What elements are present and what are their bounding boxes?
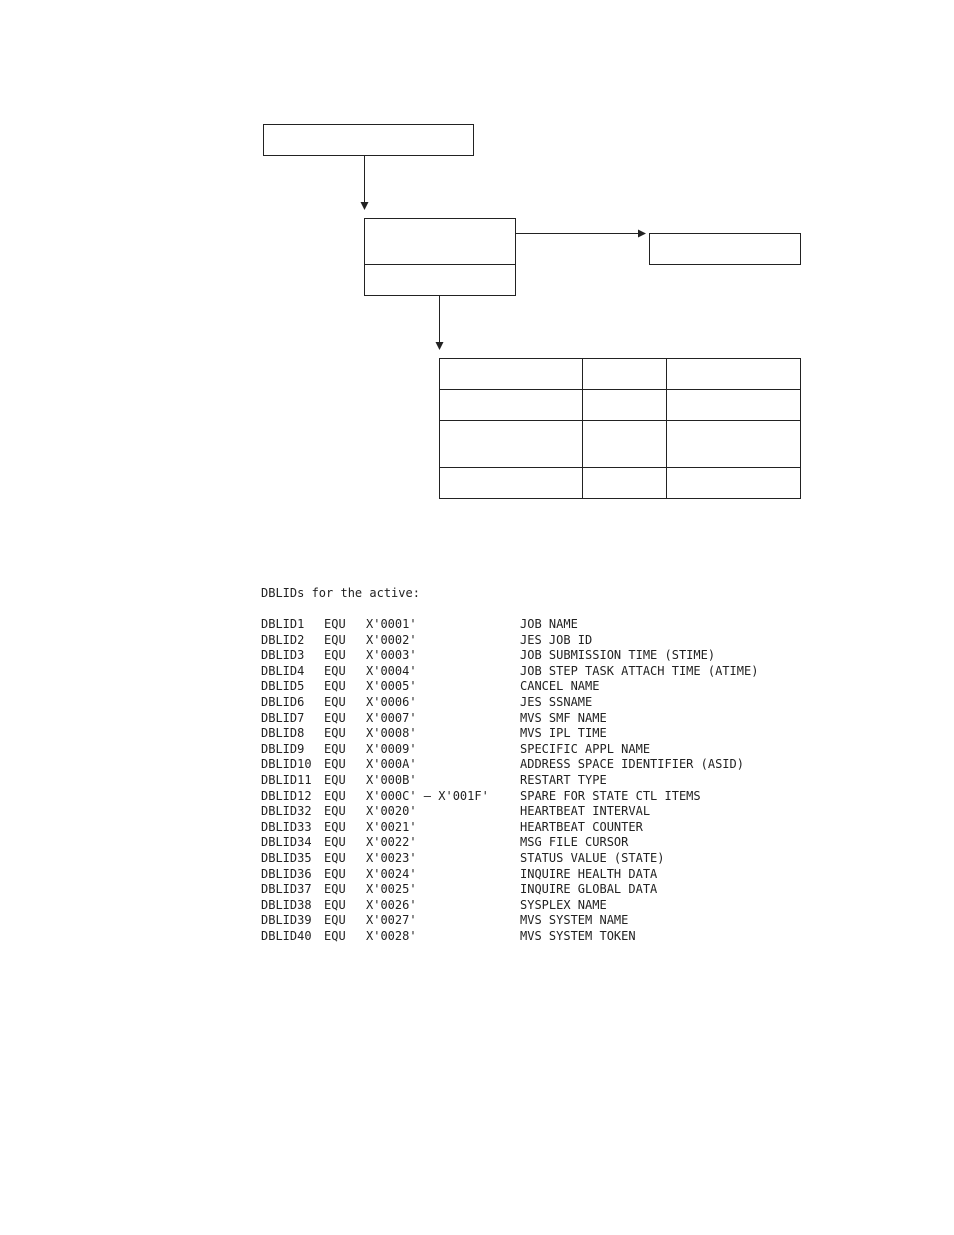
row-op: EQU bbox=[324, 648, 346, 663]
row-description: HEARTBEAT INTERVAL bbox=[520, 804, 651, 819]
row-value: X'0024' bbox=[366, 866, 417, 881]
row-id: DBLID39 bbox=[261, 913, 312, 928]
row-op: EQU bbox=[324, 710, 346, 725]
row-description: MSG FILE CURSOR bbox=[520, 835, 629, 850]
row-description: JOB STEP TASK ATTACH TIME (ATIME) bbox=[520, 663, 759, 678]
row-value: X'0001' bbox=[366, 617, 417, 631]
row-description: MVS IPL TIME bbox=[520, 726, 607, 741]
row-id: DBLID37 bbox=[261, 882, 312, 897]
row-id: DBLID35 bbox=[261, 851, 312, 865]
row-op: EQU bbox=[324, 835, 346, 850]
row-op: EQU bbox=[324, 726, 346, 741]
row-op: EQU bbox=[324, 632, 346, 647]
row-op: EQU bbox=[324, 913, 346, 928]
row-op: EQU bbox=[324, 695, 346, 709]
row-op: EQU bbox=[324, 819, 346, 834]
row-description: JOB NAME bbox=[520, 617, 578, 631]
row-description: RESTART TYPE bbox=[520, 773, 607, 787]
row-op: EQU bbox=[324, 617, 346, 631]
row-id: DBLID7 bbox=[261, 710, 305, 725]
row-value: X'0004' bbox=[366, 663, 417, 678]
row-description: JES SSNAME bbox=[520, 695, 593, 709]
row-description: MVS SYSTEM TOKEN bbox=[520, 929, 636, 943]
row-op: EQU bbox=[324, 663, 346, 678]
middle-box-upper bbox=[365, 219, 516, 265]
row-id: DBLID12 bbox=[261, 788, 312, 803]
row-description: MVS SYSTEM NAME bbox=[520, 913, 629, 928]
row-id: DBLID2 bbox=[261, 632, 305, 647]
row-description: ADDRESS SPACE IDENTIFIER (ASID) bbox=[520, 757, 744, 772]
structure-diagram bbox=[0, 0, 954, 520]
row-value: X'0009' bbox=[366, 741, 417, 756]
row-value: X'000B' bbox=[366, 773, 417, 787]
row-id: DBLID34 bbox=[261, 835, 312, 850]
row-value: X'000C' – X'001F' bbox=[366, 788, 489, 803]
row-id: DBLID10 bbox=[261, 757, 312, 772]
row-value: X'0025' bbox=[366, 882, 417, 897]
row-id: DBLID1 bbox=[261, 617, 305, 631]
row-id: DBLID8 bbox=[261, 726, 305, 741]
row-op: EQU bbox=[324, 773, 346, 787]
row-id: DBLID9 bbox=[261, 741, 305, 756]
listing-caption: DBLIDs for the active: bbox=[261, 586, 420, 600]
row-op: EQU bbox=[324, 679, 346, 694]
row-id: DBLID38 bbox=[261, 897, 312, 912]
row-value: X'0020' bbox=[366, 804, 417, 819]
row-id: DBLID3 bbox=[261, 648, 305, 663]
row-op: EQU bbox=[324, 866, 346, 881]
middle-box-lower bbox=[365, 265, 516, 296]
row-value: X'0022' bbox=[366, 835, 417, 850]
row-description: INQUIRE GLOBAL DATA bbox=[520, 882, 658, 897]
row-op: EQU bbox=[324, 882, 346, 897]
row-op: EQU bbox=[324, 788, 346, 803]
row-value: X'0026' bbox=[366, 897, 417, 912]
row-id: DBLID32 bbox=[261, 804, 312, 819]
row-id: DBLID4 bbox=[261, 663, 305, 678]
row-value: X'0003' bbox=[366, 648, 417, 663]
row-description: MVS SMF NAME bbox=[520, 710, 607, 725]
row-op: EQU bbox=[324, 929, 346, 943]
row-description: INQUIRE HEALTH DATA bbox=[520, 866, 658, 881]
row-op: EQU bbox=[324, 897, 346, 912]
row-description: SPECIFIC APPL NAME bbox=[520, 741, 651, 756]
row-value: X'0002' bbox=[366, 632, 417, 647]
grid-table-outline bbox=[440, 359, 801, 499]
row-op: EQU bbox=[324, 804, 346, 819]
row-value: X'0023' bbox=[366, 851, 417, 865]
row-value: X'0007' bbox=[366, 710, 417, 725]
row-op: EQU bbox=[324, 757, 346, 772]
row-description: HEARTBEAT COUNTER bbox=[520, 819, 643, 834]
row-value: X'0028' bbox=[366, 929, 417, 943]
row-id: DBLID40 bbox=[261, 929, 312, 943]
row-description: JOB SUBMISSION TIME (STIME) bbox=[520, 648, 716, 663]
row-value: X'0021' bbox=[366, 819, 417, 834]
row-value: X'0008' bbox=[366, 726, 417, 741]
row-id: DBLID11 bbox=[261, 773, 312, 787]
row-value: X'0006' bbox=[366, 695, 417, 709]
row-op: EQU bbox=[324, 741, 346, 756]
row-value: X'0027' bbox=[366, 913, 417, 928]
row-description: STATUS VALUE (STATE) bbox=[520, 851, 665, 865]
row-op: EQU bbox=[324, 851, 346, 865]
row-id: DBLID36 bbox=[261, 866, 312, 881]
row-description: SPARE FOR STATE CTL ITEMS bbox=[520, 788, 701, 803]
right-box bbox=[650, 234, 801, 265]
row-description: CANCEL NAME bbox=[520, 679, 600, 694]
dblid-listing bbox=[261, 617, 861, 957]
row-id: DBLID6 bbox=[261, 695, 305, 709]
row-id: DBLID5 bbox=[261, 679, 305, 694]
row-id: DBLID33 bbox=[261, 819, 312, 834]
row-value: X'000A' bbox=[366, 757, 417, 772]
row-value: X'0005' bbox=[366, 679, 417, 694]
row-description: JES JOB ID bbox=[520, 632, 593, 647]
top-box bbox=[264, 125, 474, 156]
grid-table bbox=[440, 359, 801, 499]
row-description: SYSPLEX NAME bbox=[520, 897, 607, 912]
